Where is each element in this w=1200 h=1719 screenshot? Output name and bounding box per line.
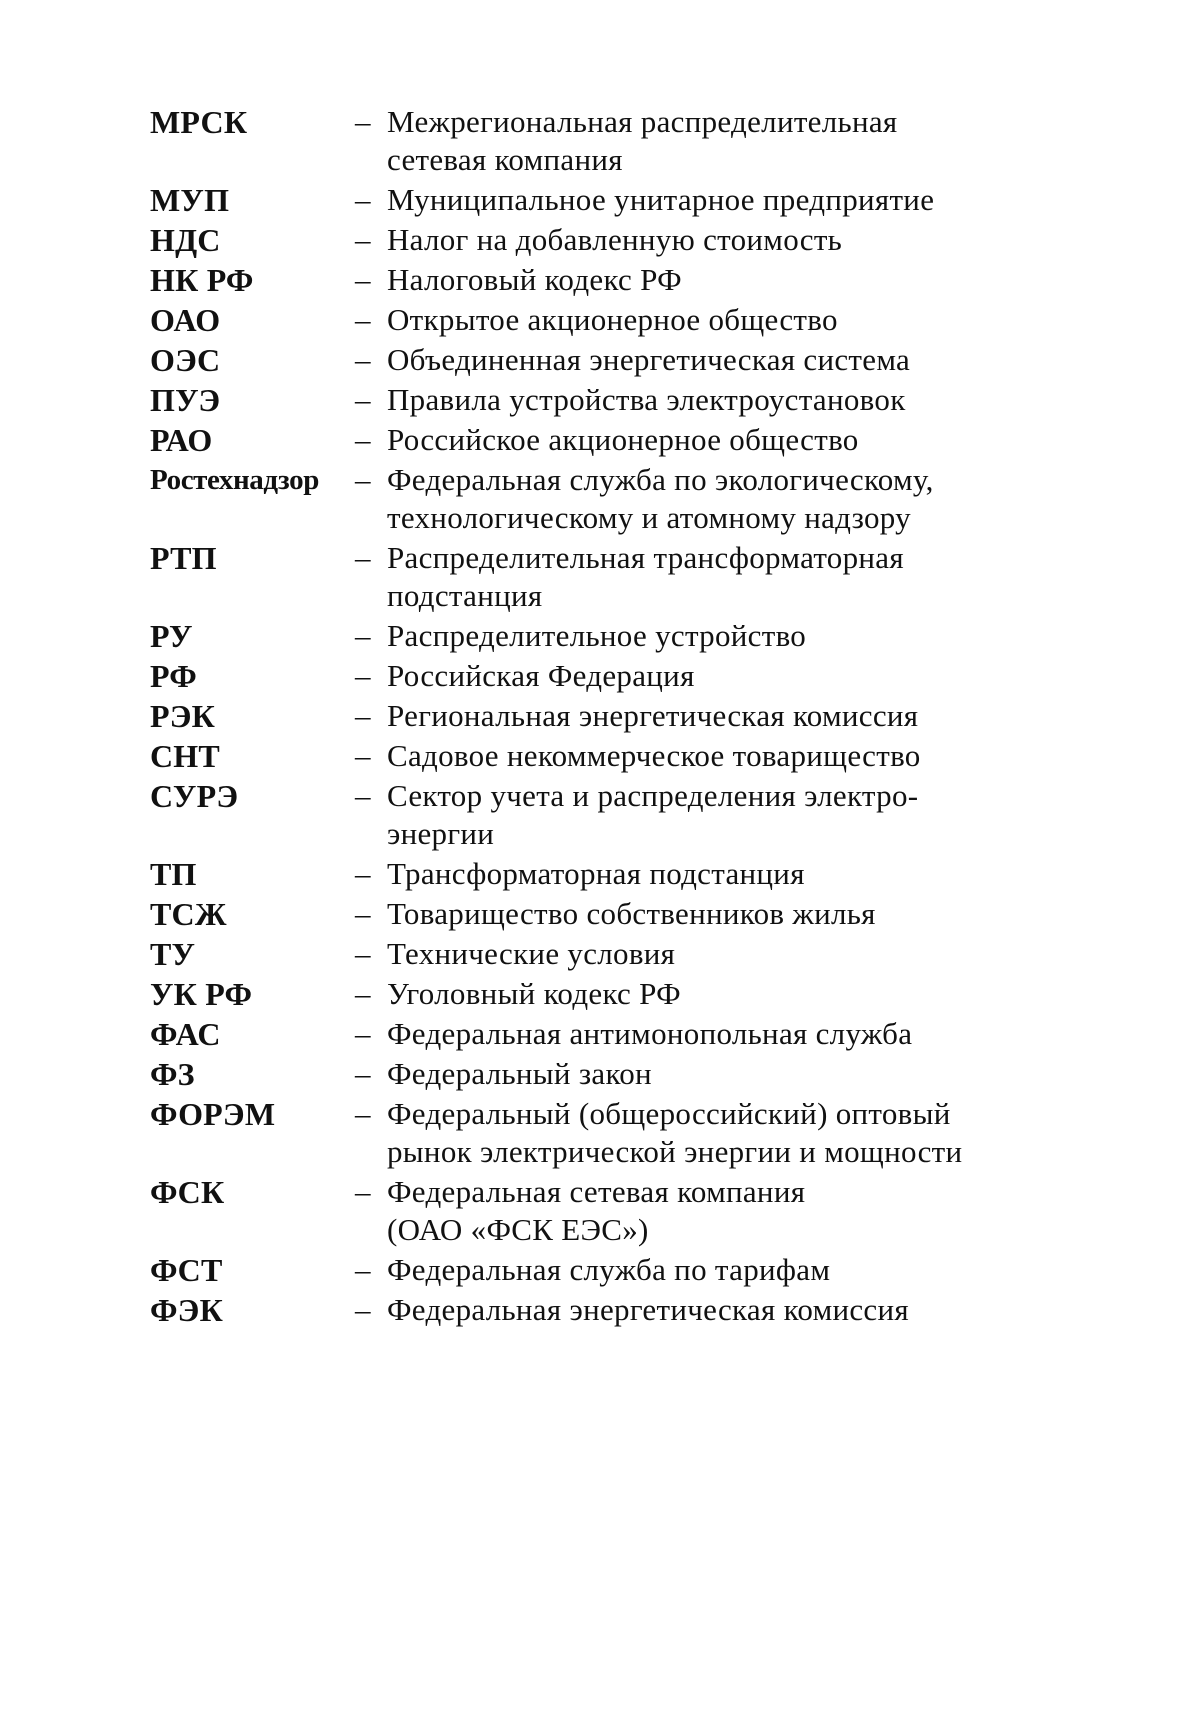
- dash-separator: –: [355, 422, 371, 457]
- glossary-entry: [150, 339, 1050, 379]
- abbreviation-definition: [387, 421, 1050, 459]
- definition-line: Муниципальное унитарное предприятие: [387, 182, 935, 217]
- abbreviation-term: УК РФ: [150, 976, 253, 1012]
- dash-separator: –: [355, 738, 371, 773]
- abbreviation-term: РУ: [150, 618, 193, 654]
- definition-line: Трансформаторная подстанция: [387, 856, 805, 891]
- abbreviation-term: ФАС: [150, 1016, 221, 1052]
- dash-separator: –: [355, 222, 371, 257]
- glossary-entry: [150, 299, 1050, 339]
- dash-separator: –: [355, 104, 371, 139]
- definition-line: Товарищество собственников жилья: [387, 896, 876, 931]
- definition-line: Распределительное устройство: [387, 618, 807, 653]
- abbreviation-term: РФ: [150, 658, 197, 694]
- glossary-entry: [150, 379, 1050, 419]
- abbreviation-definition: [387, 895, 1050, 933]
- abbreviation-term: ПУЭ: [150, 382, 221, 418]
- abbreviation-definition: [387, 1015, 1050, 1053]
- dash-separator: –: [355, 936, 371, 971]
- glossary-entry: [150, 775, 1050, 853]
- abbreviation-term: РТП: [150, 540, 217, 576]
- dash-separator: –: [355, 698, 371, 733]
- definition-line: Федеральная служба по экологическому,: [387, 462, 934, 497]
- definition-line: рынок электрической энергии и мощности: [387, 1134, 963, 1169]
- abbreviation-definition: [387, 975, 1050, 1013]
- glossary-entry: [150, 655, 1050, 695]
- glossary-entry: [150, 419, 1050, 459]
- dash-separator: –: [355, 618, 371, 653]
- definition-line: сетевая компания: [387, 142, 623, 177]
- definition-line: Налоговый кодекс РФ: [387, 262, 682, 297]
- dash-separator: –: [355, 382, 371, 417]
- glossary-entry: [150, 1171, 1050, 1249]
- dash-separator: –: [355, 540, 371, 575]
- definition-line: технологическому и атомному надзору: [387, 500, 911, 535]
- abbreviation-term: РЭК: [150, 698, 216, 734]
- abbreviation-definition: [387, 181, 1050, 219]
- abbreviation-definition: [387, 103, 1050, 179]
- definition-line: Уголовный кодекс РФ: [387, 976, 681, 1011]
- abbreviation-definition: [387, 697, 1050, 735]
- abbreviation-definition: [387, 657, 1050, 695]
- definition-line: Российское акционерное общество: [387, 422, 859, 457]
- definition-line: Объединенная энергетическая система: [387, 342, 911, 377]
- definition-line: Российская Федерация: [387, 658, 695, 693]
- glossary-entry: [150, 615, 1050, 655]
- dash-separator: –: [355, 182, 371, 217]
- definition-line: Правила устройства электроустановок: [387, 382, 906, 417]
- glossary-entry: [150, 219, 1050, 259]
- definition-line: Федеральный (общероссийский) оптовый: [387, 1096, 951, 1131]
- dash-separator: –: [355, 778, 371, 813]
- abbreviation-definition: [387, 1055, 1050, 1093]
- abbreviation-definition: [387, 221, 1050, 259]
- dash-separator: –: [355, 1016, 371, 1051]
- glossary-entry: [150, 1249, 1050, 1289]
- glossary-entry: [150, 973, 1050, 1013]
- glossary-entry: [150, 537, 1050, 615]
- abbreviation-term: ОЭС: [150, 342, 221, 378]
- definition-line: Федеральная сетевая компания: [387, 1174, 806, 1209]
- dash-separator: –: [355, 658, 371, 693]
- abbreviation-term: ТСЖ: [150, 896, 227, 932]
- abbreviation-term: МУП: [150, 182, 230, 218]
- definition-line: (ОАО «ФСК ЕЭС»): [387, 1212, 649, 1247]
- dash-separator: –: [355, 1292, 371, 1327]
- abbreviation-definition: [387, 617, 1050, 655]
- abbreviation-definition: [387, 1251, 1050, 1289]
- dash-separator: –: [355, 1252, 371, 1287]
- definition-line: Федеральная антимонопольная служба: [387, 1016, 913, 1051]
- abbreviation-term: ФСК: [150, 1174, 225, 1210]
- dash-separator: –: [355, 262, 371, 297]
- abbreviation-term: РАО: [150, 422, 213, 458]
- glossary-entry: [150, 1093, 1050, 1171]
- abbreviation-definition: [387, 777, 1050, 853]
- abbreviation-term: ОАО: [150, 302, 221, 338]
- definition-line: Федеральный закон: [387, 1056, 652, 1091]
- dash-separator: –: [355, 1174, 371, 1209]
- abbreviation-term: ТУ: [150, 936, 196, 972]
- dash-separator: –: [355, 1096, 371, 1131]
- definition-line: энергии: [387, 816, 495, 851]
- definition-line: Технические условия: [387, 936, 676, 971]
- dash-separator: –: [355, 342, 371, 377]
- abbreviation-definition: [387, 261, 1050, 299]
- definition-line: Открытое акционерное общество: [387, 302, 838, 337]
- dash-separator: –: [355, 1056, 371, 1091]
- abbreviation-term: НДС: [150, 222, 221, 258]
- glossary-entry: [150, 735, 1050, 775]
- abbreviation-definition: [387, 301, 1050, 339]
- dash-separator: –: [355, 856, 371, 891]
- abbreviation-term: СНТ: [150, 738, 220, 774]
- abbreviation-term: МРСК: [150, 104, 248, 140]
- abbreviation-term: ТП: [150, 856, 197, 892]
- definition-line: подстанция: [387, 578, 543, 613]
- definition-line: Налог на добавленную стоимость: [387, 222, 843, 257]
- abbreviation-term: ФОРЭМ: [150, 1096, 276, 1132]
- abbreviation-definition: [387, 381, 1050, 419]
- abbreviation-definition: [387, 935, 1050, 973]
- abbreviation-definition: [387, 341, 1050, 379]
- dash-separator: –: [355, 302, 371, 337]
- abbreviation-term: СУРЭ: [150, 778, 239, 814]
- abbreviation-definition: [387, 1173, 1050, 1249]
- glossary-entry: [150, 179, 1050, 219]
- glossary-entry: [150, 259, 1050, 299]
- dash-separator: –: [355, 896, 371, 931]
- glossary-entry: [150, 1053, 1050, 1093]
- abbreviation-term: НК РФ: [150, 262, 254, 298]
- glossary-entry: [150, 853, 1050, 893]
- abbreviation-term: ФЭК: [150, 1292, 223, 1328]
- definition-line: Сектор учета и распределения электро-: [387, 778, 919, 813]
- glossary-entry: [150, 933, 1050, 973]
- definition-line: Федеральная энергетическая комиссия: [387, 1292, 909, 1327]
- definition-line: Межрегиональная распределительная: [387, 104, 898, 139]
- abbreviations-list: [150, 101, 1050, 1329]
- glossary-entry: [150, 893, 1050, 933]
- abbreviation-term: Ростехнадзор: [150, 464, 319, 496]
- abbreviation-term: ФСТ: [150, 1252, 223, 1288]
- dash-separator: –: [355, 462, 371, 497]
- abbreviation-definition: [387, 1291, 1050, 1329]
- definition-line: Садовое некоммерческое товарищество: [387, 738, 921, 773]
- glossary-entry: [150, 1013, 1050, 1053]
- abbreviation-definition: [387, 1095, 1050, 1171]
- definition-line: Региональная энергетическая комиссия: [387, 698, 919, 733]
- glossary-entry: [150, 101, 1050, 179]
- glossary-entry: [150, 1289, 1050, 1329]
- definition-line: Федеральная служба по тарифам: [387, 1252, 831, 1287]
- definition-line: Распределительная трансформаторная: [387, 540, 904, 575]
- glossary-entry: [150, 459, 1050, 537]
- abbreviation-definition: [387, 539, 1050, 615]
- abbreviation-definition: [387, 461, 1050, 537]
- dash-separator: –: [355, 976, 371, 1011]
- abbreviation-term: ФЗ: [150, 1056, 195, 1092]
- abbreviation-definition: [387, 737, 1050, 775]
- glossary-entry: [150, 695, 1050, 735]
- abbreviation-definition: [387, 855, 1050, 893]
